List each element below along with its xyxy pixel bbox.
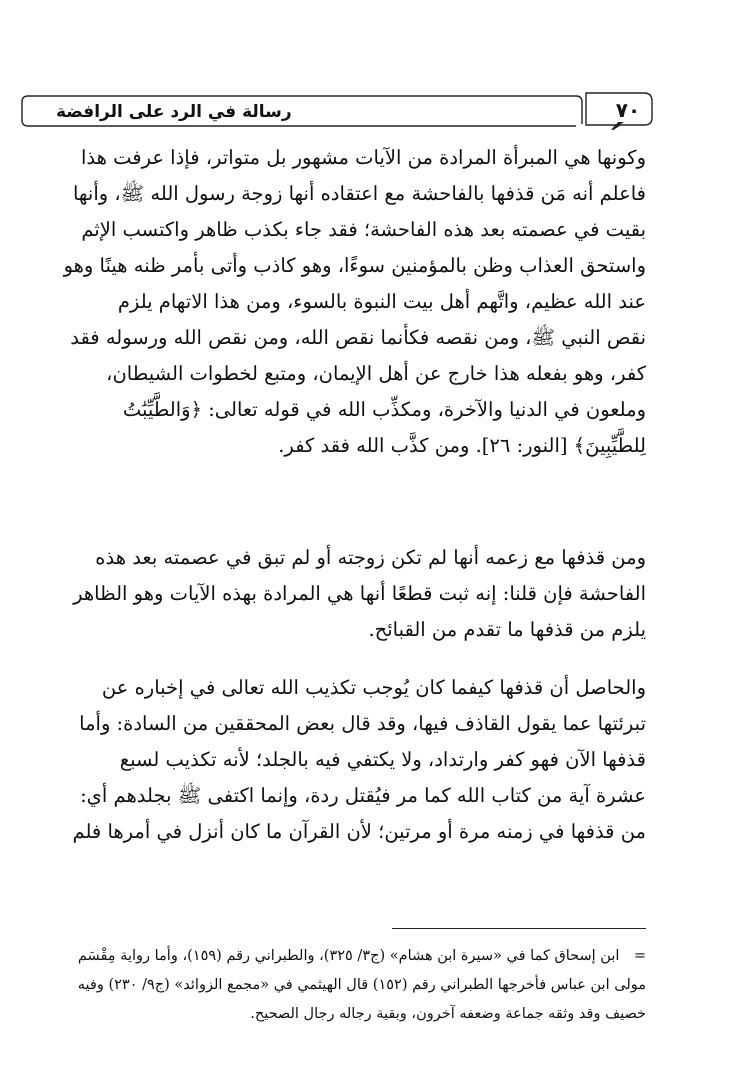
footnote-line: مولى ابن عباس فأخرجها الطبراني رقم (١٥٢) قال الهيثمي في «مجمع الزوائد» (ج٩/ ٢٣٠) وفيه — [77, 977, 646, 993]
text-line: بقيت في عصمته بعد هذه الفاحشة؛ فقد جاء بكذب ظاهر واكتسب الإثم — [81, 218, 646, 241]
paragraph-2 — [22, 540, 646, 648]
text-line: نقص النبي ﷺ، ومن نقصه فكأنما نقص الله، ومن نقص الله ورسوله فقد — [70, 326, 646, 349]
footnote-line: خصيف وقد وثقه جماعة وضعفه آخرون، وبقية رجاله رجال الصحيح. — [250, 1006, 646, 1022]
paragraph-3 — [22, 670, 646, 850]
text-line: من قذفها في زمنه مرة أو مرتين؛ لأن القرآن ما كان أنزل في أمرها فلم — [72, 820, 646, 843]
text-line: كفر، وهو بفعله هذا خارج عن أهل الإيمان، ومتبع لخطوات الشيطان، — [106, 362, 646, 385]
header-title: رسالة في الرد على الرافضة — [56, 102, 292, 122]
text-line: وكونها هي المبرأة المرادة من الآيات مشهور بل متواتر، فإذا عرفت هذا — [80, 146, 646, 169]
text-line: يلزم من قذفها ما تقدم من القبائح. — [368, 618, 646, 641]
page-number: ٧٠ — [615, 98, 641, 122]
running-header — [20, 92, 656, 130]
footnote-divider — [392, 928, 646, 929]
text-line: عشرة آية من كتاب الله كما مر فيُقتل ردة، وإنما اكتفى ﷺ بجلدهم أي: — [80, 784, 646, 807]
footnote-continuation-marker: = — [633, 948, 646, 964]
text-line: ومن قذفها مع زعمه أنها لم تكن زوجته أو لم تبق في عصمته بعد هذه — [95, 546, 646, 569]
paragraph-1 — [22, 140, 646, 464]
footnote-text: ابن إسحاق كما في «سيرة ابن هشام» (ج٣/ ٣٢٥)، والطبراني رقم (١٥٩)، وأما رواية مِقْسَم — [77, 948, 620, 964]
text-line: تبرئتها عما يقول القاذف فيها، وقد قال بعض المحققين من السادة: وأما — [79, 712, 646, 735]
text-line: فاعلم أنه مَن قذفها بالفاحشة مع اعتقاده أنها زوجة رسول الله ﷺ، وأنها — [72, 182, 646, 205]
text-line: وملعون في الدنيا والآخرة، ومكذِّب الله في قوله تعالى: ﴿وَالطَّيِّبَٰتُ — [122, 398, 646, 421]
text-line: قذفها الآن فهو كفر وارتداد، ولا يكتفي فيه بالجلد؛ لأنه تكذيب لسبع — [119, 748, 646, 771]
text-line: لِلطَّيِّبِينَ﴾ [النور: ٢٦]. ومن كذَّب الله فقد كفر. — [278, 434, 646, 457]
footnote-line — [22, 942, 646, 971]
text-line: واستحق العذاب وظن بالمؤمنين سوءًا، وهو كاذب وأتى بأمر ظنه هينًا وهو — [63, 254, 646, 277]
text-line: الفاحشة فإن قلنا: إنه ثبت قطعًا أنها هي المرادة بهذه الآيات وهو الظاهر — [73, 582, 646, 605]
text-line: والحاصل أن قذفها كيفما كان يُوجب تكذيب الله تعالى في إخباره عن — [101, 676, 646, 699]
footnotes — [22, 942, 646, 1029]
text-line: عند الله عظيم، واتَّهم أهل بيت النبوة بالسوء، ومن هذا الاتهام يلزم — [117, 290, 646, 313]
